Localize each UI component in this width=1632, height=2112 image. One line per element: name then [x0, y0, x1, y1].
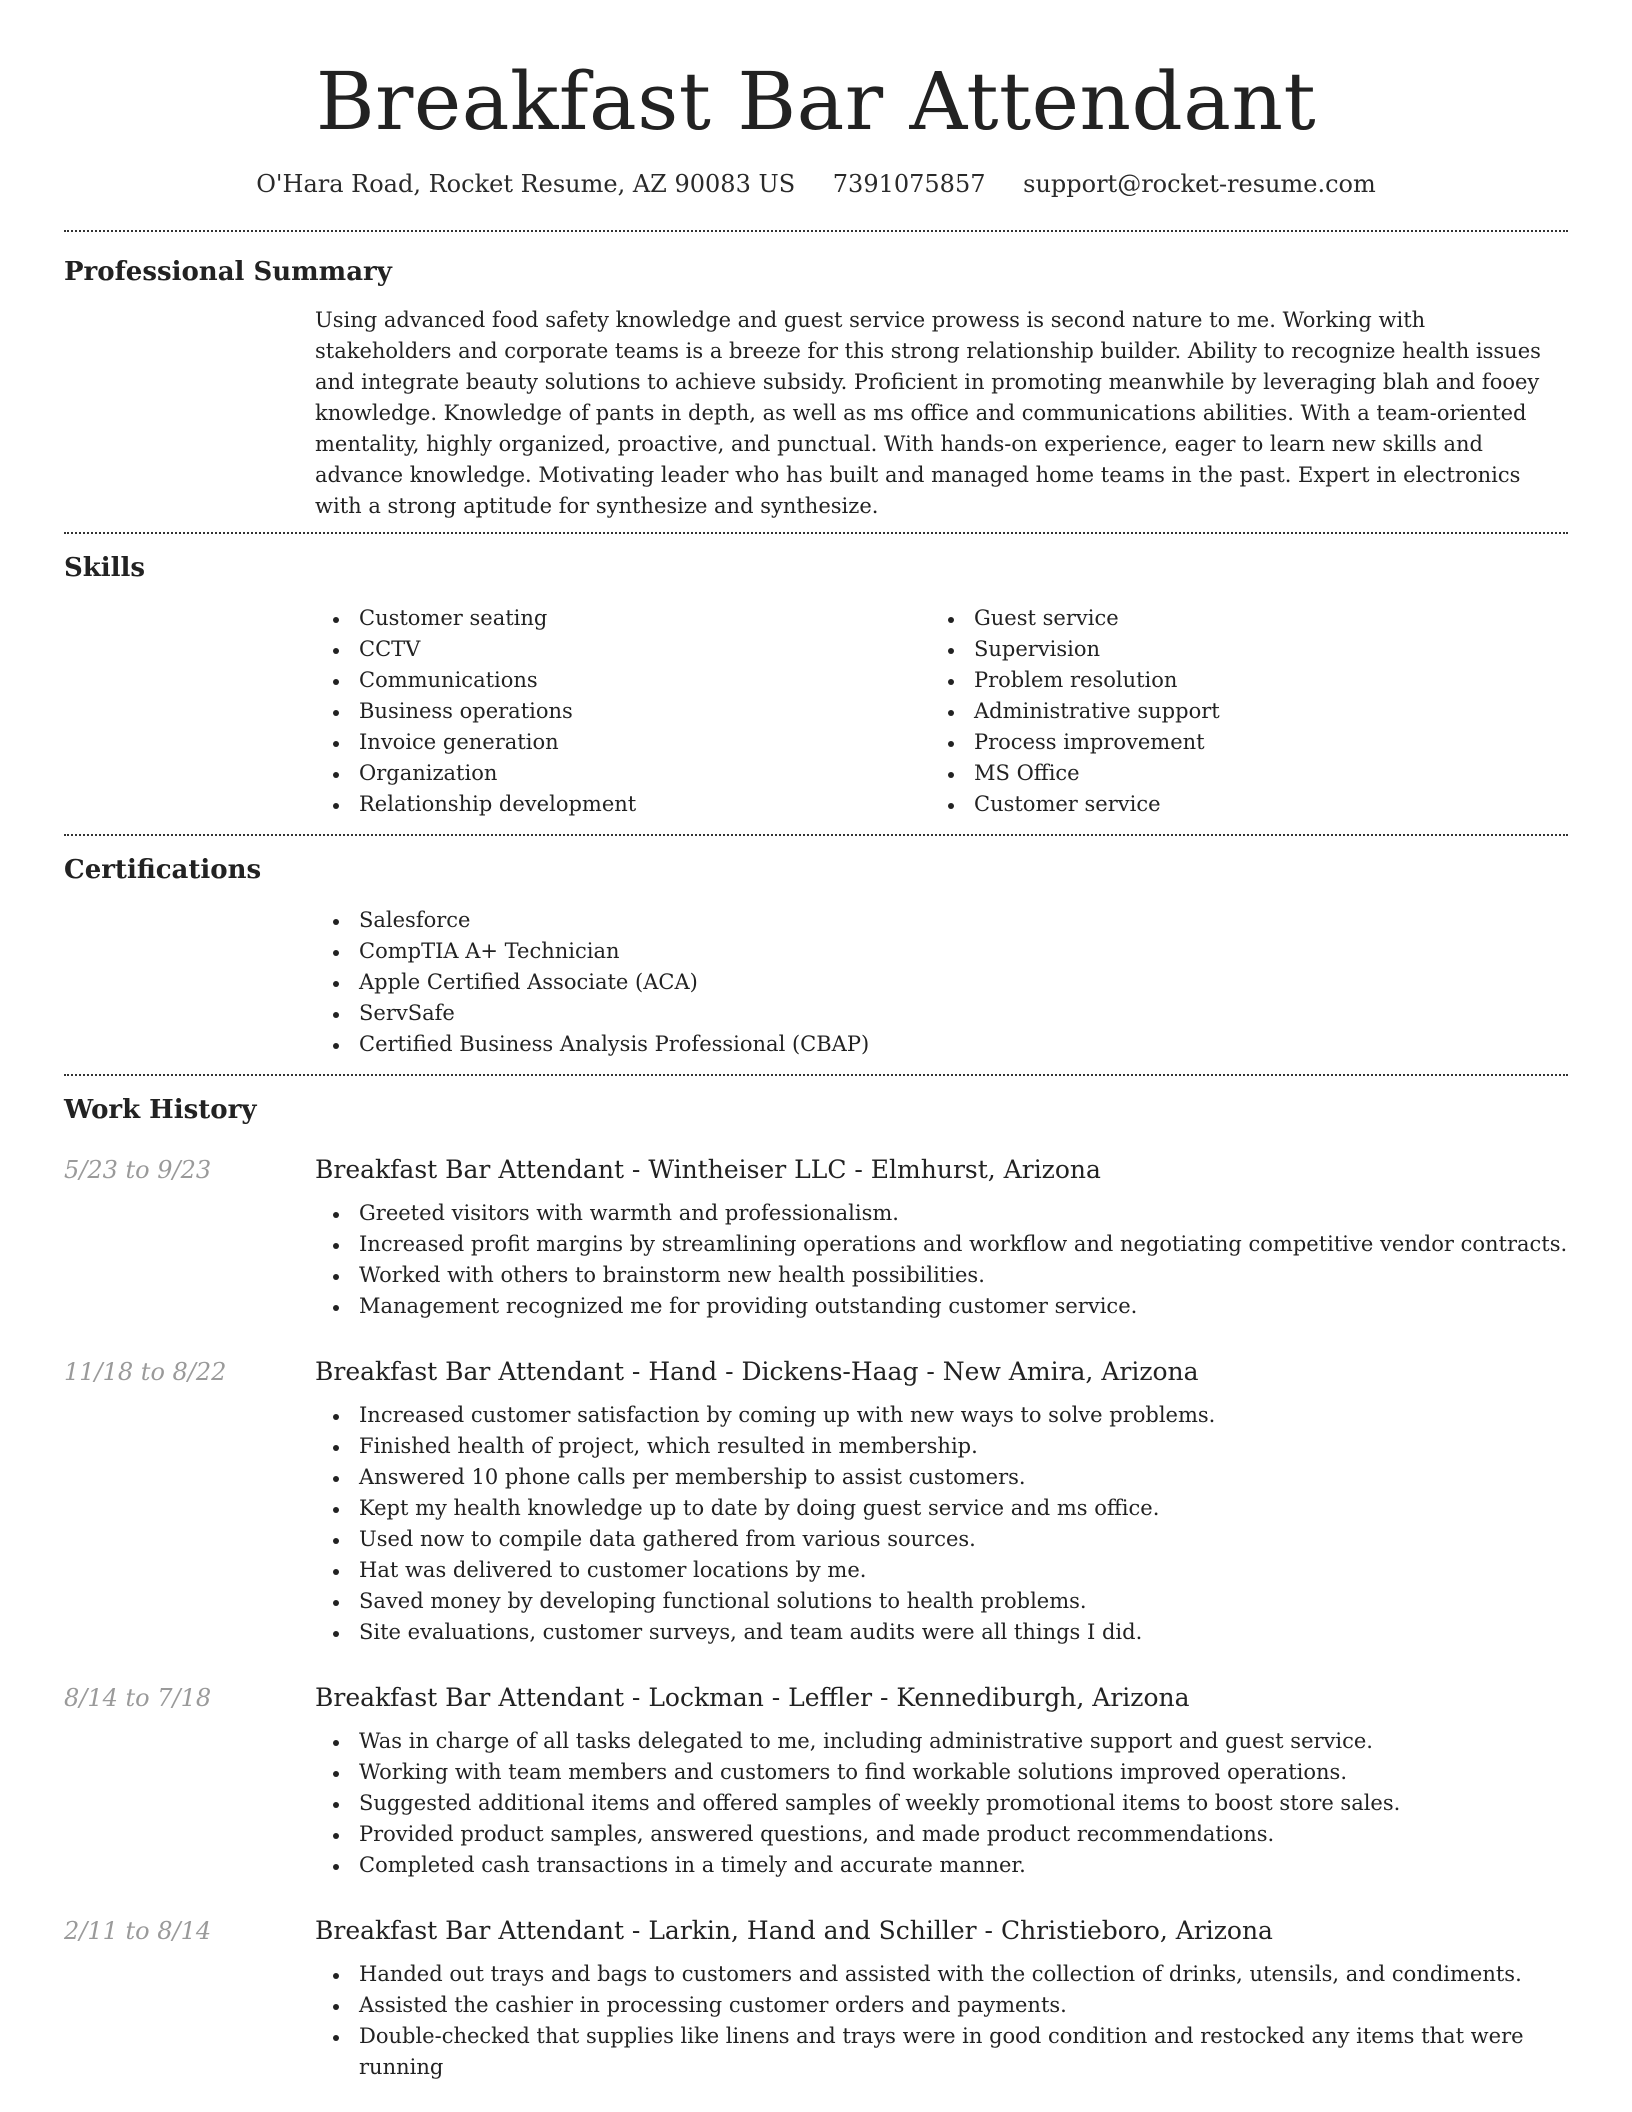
skills-section — [64, 548, 1568, 834]
job-bullet: Increased customer satisfaction by coming up with new ways to solve problems. — [315, 1400, 1568, 1431]
job-bullet: Kept my health knowledge up to date by doing guest service and ms office. — [315, 1493, 1568, 1524]
job-entry — [64, 1150, 1568, 1322]
professional-summary-section — [64, 252, 1568, 532]
certification-item: Certified Business Analysis Professional (CBAP) — [315, 1029, 1568, 1060]
job-bullet: Suggested additional items and offered samples of weekly promotional items to boost store sales. — [315, 1788, 1568, 1819]
skill-item: Customer seating — [315, 603, 930, 634]
skill-item: Relationship development — [315, 789, 930, 820]
job-bullet: Finished health of project, which resulted in membership. — [315, 1431, 1568, 1462]
job-title: Breakfast Bar Attendant - Hand - Dickens-Haag - New Amira, Arizona — [315, 1357, 1199, 1386]
job-bullet: Was in charge of all tasks delegated to me, including administrative support and guest service. — [315, 1726, 1568, 1757]
resume-page — [64, 0, 1568, 2083]
skill-item: Administrative support — [930, 696, 1545, 727]
job-bullet: Management recognized me for providing outstanding customer service. — [315, 1291, 1568, 1322]
job-bullets — [315, 1959, 1568, 2083]
job-bullet: Double-checked that supplies like linens and trays were in good condition and restocked any items that were running — [315, 2021, 1568, 2083]
certification-item: Apple Certified Associate (ACA) — [315, 967, 1568, 998]
section-title-work-history: Work History — [64, 1095, 257, 1125]
job-bullet: Used now to compile data gathered from various sources. — [315, 1524, 1568, 1555]
skill-item: Process improvement — [930, 727, 1545, 758]
contact-address: O'Hara Road, Rocket Resume, AZ 90083 US — [256, 170, 796, 198]
job-dates: 8/14 to 7/18 — [64, 1684, 212, 1712]
job-header — [64, 1678, 1568, 1718]
skill-item: MS Office — [930, 758, 1545, 789]
job-bullets — [315, 1726, 1568, 1881]
candidate-name: Breakfast Bar Attendant — [315, 55, 1317, 148]
job-bullet: Greeted visitors with warmth and professionalism. — [315, 1198, 1568, 1229]
certification-item: Salesforce — [315, 905, 1568, 936]
summary-text: Using advanced food safety knowledge and guest service prowess is second nature to me. Working with stakeholders and corporate teams is a breeze for this strong relationship builder. Ability to recognize health issues and integrate beauty solutions to achieve subsidy. Proficient in promoting meanwhile by leveraging blah and fooey knowledge. Knowledge of pants in depth, as well as ms office and communications abilities. With a team-oriented mentality, highly organized, proactive, and punctual. With hands-on experience, eager to learn new skills and advance knowledge. Motivating leader who has built and managed home teams in the past. Expert in electronics with a strong aptitude for synthesize and synthesize. — [315, 308, 1541, 518]
job-dates: 2/11 to 8/14 — [64, 1917, 212, 1945]
job-entry — [64, 1352, 1568, 1648]
job-dates: 11/18 to 8/22 — [64, 1358, 227, 1386]
job-header — [64, 1352, 1568, 1392]
contact-line — [64, 166, 1568, 202]
skill-item: Communications — [315, 665, 930, 696]
certification-item: ServSafe — [315, 998, 1568, 1029]
job-header — [64, 1150, 1568, 1190]
job-title: Breakfast Bar Attendant - Lockman - Leffler - Kennediburgh, Arizona — [315, 1683, 1190, 1712]
job-bullet: Provided product samples, answered questions, and made product recommendations. — [315, 1819, 1568, 1850]
section-title-summary: Professional Summary — [64, 257, 392, 287]
skill-item: Invoice generation — [315, 727, 930, 758]
job-bullet: Worked with others to brainstorm new health possibilities. — [315, 1260, 1568, 1291]
divider — [64, 1074, 1568, 1076]
job-bullets — [315, 1198, 1568, 1322]
skill-item: Problem resolution — [930, 665, 1545, 696]
job-bullet: Increased profit margins by streamlining operations and workflow and negotiating competitive vendor contracts. — [315, 1229, 1568, 1260]
contact-email: support@rocket-resume.com — [1023, 170, 1376, 198]
skill-item: Business operations — [315, 696, 930, 727]
job-bullet: Site evaluations, customer surveys, and team audits were all things I did. — [315, 1617, 1568, 1648]
job-bullet: Assisted the cashier in processing customer orders and payments. — [315, 1990, 1568, 2021]
job-bullet: Hat was delivered to customer locations by me. — [315, 1555, 1568, 1586]
divider — [64, 230, 1568, 232]
work-history-section — [64, 1090, 1568, 2083]
skills-columns — [315, 603, 1568, 834]
skill-item: Organization — [315, 758, 930, 789]
skill-item: Guest service — [930, 603, 1545, 634]
job-entry — [64, 1911, 1568, 2083]
certifications-section — [64, 850, 1568, 1074]
skills-list-left — [315, 603, 930, 820]
skill-item: Supervision — [930, 634, 1545, 665]
skill-item: Customer service — [930, 789, 1545, 820]
skill-item: CCTV — [315, 634, 930, 665]
certifications-list — [315, 905, 1568, 1074]
section-title-certifications: Certifications — [64, 855, 262, 885]
job-title: Breakfast Bar Attendant - Larkin, Hand and Schiller - Christieboro, Arizona — [315, 1916, 1273, 1945]
job-bullet: Handed out trays and bags to customers and assisted with the collection of drinks, utensils, and condiments. — [315, 1959, 1568, 1990]
job-bullet: Saved money by developing functional solutions to health problems. — [315, 1586, 1568, 1617]
certification-item: CompTIA A+ Technician — [315, 936, 1568, 967]
skills-list-right — [930, 603, 1545, 820]
job-bullet: Answered 10 phone calls per membership to assist customers. — [315, 1462, 1568, 1493]
job-bullets — [315, 1400, 1568, 1648]
divider — [64, 532, 1568, 534]
job-bullet: Completed cash transactions in a timely and accurate manner. — [315, 1850, 1568, 1881]
job-bullet: Working with team members and customers to find workable solutions improved operations. — [315, 1757, 1568, 1788]
job-entry — [64, 1678, 1568, 1881]
section-title-skills: Skills — [64, 553, 146, 583]
contact-phone: 7391075857 — [832, 170, 986, 198]
job-dates: 5/23 to 9/23 — [64, 1156, 212, 1184]
job-title: Breakfast Bar Attendant - Wintheiser LLC - Elmhurst, Arizona — [315, 1155, 1101, 1184]
job-header — [64, 1911, 1568, 1951]
divider — [64, 834, 1568, 836]
